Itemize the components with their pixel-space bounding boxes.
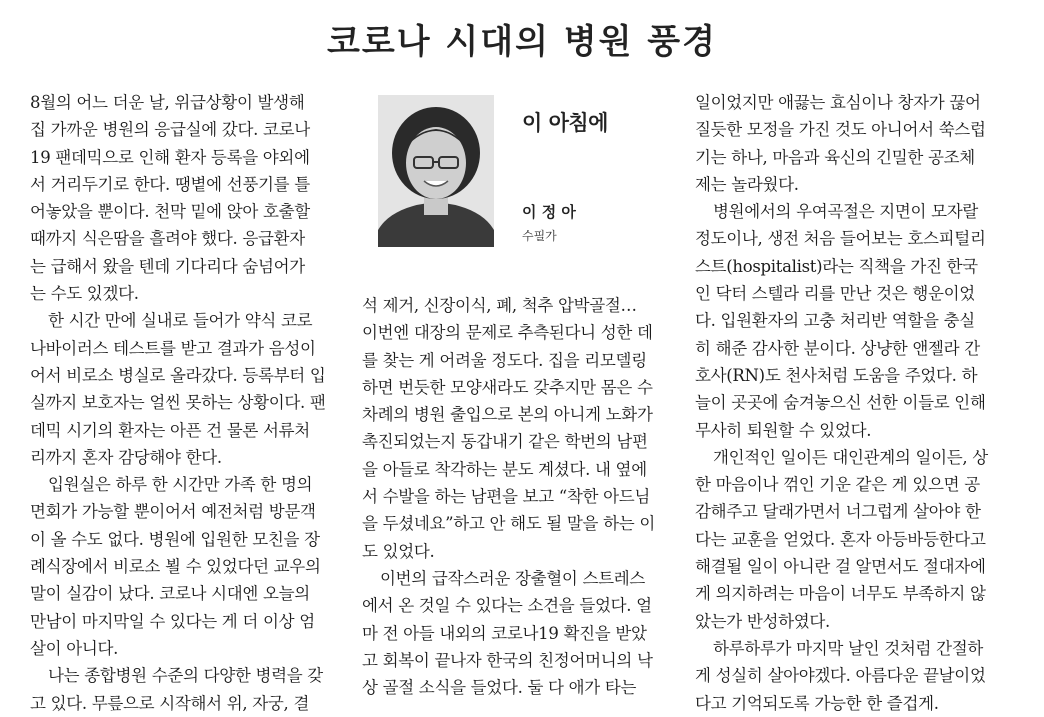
text-line: 스트(hospitalist)라는 직책을 가진 한국 bbox=[695, 256, 978, 276]
paragraph bbox=[30, 307, 348, 471]
text-line: 마 전 아들 내외의 코로나19 확진을 받았 bbox=[362, 623, 647, 643]
text-line: 다. 입원환자의 고충 처리반 역할을 충실 bbox=[695, 311, 975, 331]
text-line: 석 제거, 신장이식, 폐, 척추 압박골절… bbox=[362, 296, 637, 315]
text-line: 해결될 일이 아니란 걸 알면서도 절대자에 bbox=[695, 557, 986, 577]
text-line: 데믹 시기의 환자는 아픈 건 물론 서류처 bbox=[30, 420, 310, 440]
text-line: 실까지 보호자는 얼씬 못하는 상황이다. 팬 bbox=[30, 393, 326, 413]
column-header-box bbox=[362, 89, 680, 279]
text-line: 서 수발을 하는 남편을 보고 “착한 아드님 bbox=[362, 487, 651, 507]
text-line: 하루하루가 마지막 날인 것처럼 간절하 bbox=[713, 638, 984, 658]
text-line: 다고 기억되도록 가능한 한 즐겁게. bbox=[695, 693, 939, 713]
text-line: 말이 실감이 났다. 코로나 시대엔 오늘의 bbox=[30, 584, 310, 604]
text-line: 는 수도 있겠다. bbox=[30, 284, 139, 304]
text-line: 호사(RN)도 천사처럼 도움을 주었다. 하 bbox=[695, 365, 978, 385]
text-line: 을 두셨네요”하고 안 해도 될 말을 하는 이 bbox=[362, 514, 655, 534]
text-line: 개인적인 일이든 대인관계의 일이든, 상 bbox=[713, 447, 988, 467]
paragraph bbox=[362, 565, 680, 701]
paragraph bbox=[30, 89, 348, 307]
text-line: 늘이 곳곳에 숨겨놓으신 선한 이들로 인해 bbox=[695, 393, 986, 413]
text-line: 하면 번듯한 모양새라도 갖추지만 몸은 수 bbox=[362, 377, 653, 397]
text-line: 리까지 혼자 감당해야 한다. bbox=[30, 447, 222, 467]
text-line: 는 급해서 왔을 텐데 기다리다 숨넘어가 bbox=[30, 256, 305, 276]
text-line: 기는 하나, 마음과 육신의 긴밀한 공조체 bbox=[695, 147, 975, 167]
paragraph bbox=[30, 471, 348, 662]
text-line: 입원실은 하루 한 시간만 가족 한 명의 bbox=[48, 475, 313, 495]
text-line: 고 회복이 끝나자 한국의 친정어머니의 낙 bbox=[362, 650, 653, 670]
text-line: 어놓았을 뿐이다. 천막 밑에 앉아 호출할 bbox=[30, 202, 310, 222]
text-line: 살이 아니다. bbox=[30, 638, 119, 658]
text-line: 고 있다. 무릎으로 시작해서 위, 자궁, 결 bbox=[30, 693, 310, 713]
text-line: 이번의 급작스러운 장출혈이 스트레스 bbox=[380, 568, 646, 588]
text-line: 서 거리두기로 한다. 땡볕에 선풍기를 틀 bbox=[30, 174, 310, 194]
text-line: 차례의 병원 출입으로 본의 아니게 노화가 bbox=[362, 405, 653, 425]
text-line: 면회가 가능할 뿐이어서 예전처럼 방문객 bbox=[30, 502, 316, 522]
paragraph bbox=[695, 89, 1013, 198]
text-line: 을 아들로 착각하는 분도 계셨다. 내 옆에 bbox=[362, 459, 647, 479]
text-line: 상 골절 소식을 들었다. 둘 다 애가 타는 bbox=[362, 678, 637, 698]
text-line: 일이었지만 애끓는 효심이나 창자가 끊어 bbox=[695, 93, 981, 112]
author-name: 이 정 아 bbox=[522, 203, 576, 221]
author-photo bbox=[378, 95, 494, 247]
text-line: 19 팬데믹으로 인해 환자 등록을 야외에 bbox=[30, 147, 310, 167]
text-line: 히 해준 감사한 분이다. 상냥한 앤젤라 간 bbox=[695, 338, 980, 358]
text-line: 질듯한 모정을 가진 것도 아니어서 쑥스럽 bbox=[695, 120, 986, 140]
text-line: 8월의 어느 더운 날, 위급상황이 발생해 bbox=[30, 93, 305, 112]
text-line: 한 시간 만에 실내로 들어가 약식 코로 bbox=[48, 311, 313, 331]
paragraph bbox=[695, 444, 1013, 635]
text-line: 에서 온 것일 수 있다는 소견을 들었다. 얼 bbox=[362, 596, 652, 616]
text-line: 이 올 수도 없다. 병원에 입원한 모친을 장 bbox=[30, 529, 320, 549]
paragraph bbox=[362, 292, 680, 565]
text-line: 한 마음이나 꺾인 기운 같은 게 있으면 공 bbox=[695, 475, 980, 495]
text-line: 때까지 식은땀을 흘려야 했다. 응급환자 bbox=[30, 229, 305, 249]
text-line: 병원에서의 우여곡절은 지면이 모자랄 bbox=[713, 202, 979, 222]
text-line: 촉진되었는지 동갑내기 같은 학번의 남편 bbox=[362, 432, 648, 452]
text-line: 게 의지하려는 마음이 너무도 부족하지 않 bbox=[695, 584, 986, 604]
text-line: 나바이러스 테스트를 받고 결과가 음성이 bbox=[30, 338, 316, 358]
column-name: 이 아침에 bbox=[522, 111, 608, 135]
author-role: 수필가 bbox=[522, 229, 557, 243]
text-line: 게 성실히 살아야겠다. 아름다운 끝날이었 bbox=[695, 666, 986, 686]
text-line: 았는가 반성하였다. bbox=[695, 611, 831, 631]
paragraph bbox=[695, 198, 1013, 444]
article-column-1 bbox=[30, 89, 348, 717]
text-line: 어서 비로소 병실로 올라갔다. 등록부터 입 bbox=[30, 365, 326, 385]
text-line: 인 닥터 스텔라 리를 만난 것은 행운이었 bbox=[695, 284, 975, 304]
article-column-3 bbox=[695, 89, 1013, 717]
text-line: 나는 종합병원 수준의 다양한 병력을 갖 bbox=[48, 666, 323, 686]
text-line: 만남이 마지막일 수 있다는 게 더 이상 엄 bbox=[30, 611, 315, 631]
text-line: 정도이나, 생전 처음 들어보는 호스피털리 bbox=[695, 229, 986, 249]
headline: 코로나 시대의 병원 풍경 bbox=[327, 22, 717, 62]
paragraph bbox=[30, 662, 348, 717]
text-line: 도 있었다. bbox=[362, 541, 435, 561]
text-line: 무사히 퇴원할 수 있었다. bbox=[695, 420, 872, 440]
text-line: 례식장에서 비로소 뵐 수 있었다던 교우의 bbox=[30, 557, 321, 577]
text-line: 를 찾는 게 어려울 정도다. 집을 리모델링 bbox=[362, 350, 647, 370]
text-line: 다는 교훈을 얻었다. 혼자 아등바등한다고 bbox=[695, 529, 986, 549]
paragraph bbox=[695, 635, 1013, 717]
text-line: 감해주고 달래가면서 너그럽게 살아야 한 bbox=[695, 502, 981, 522]
text-line: 집 가까운 병원의 응급실에 갔다. 코로나 bbox=[30, 120, 310, 140]
text-line: 이번엔 대장의 문제로 추측된다니 성한 데 bbox=[362, 323, 653, 343]
article-column-2 bbox=[362, 292, 680, 701]
text-line: 제는 놀라웠다. bbox=[695, 174, 799, 194]
